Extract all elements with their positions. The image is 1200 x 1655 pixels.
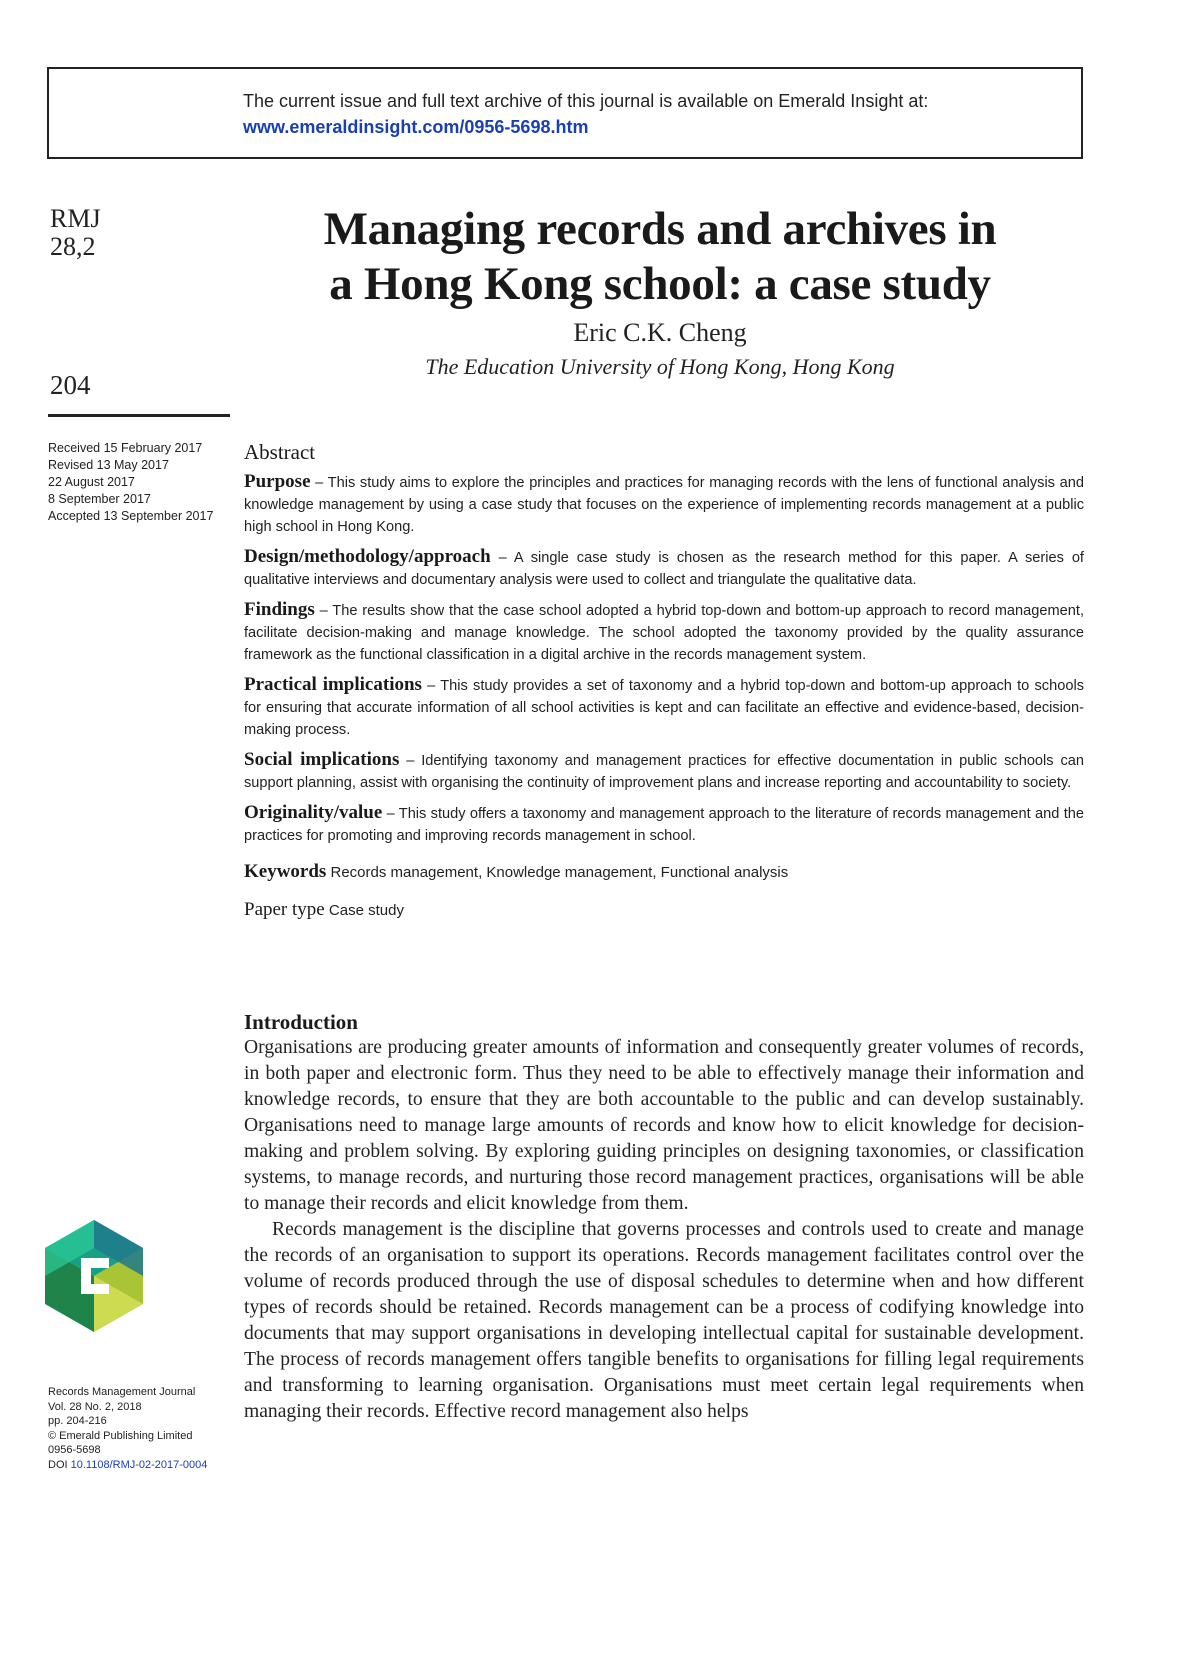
introduction-paragraph-2: Records management is the discipline that governs processes and controls used to create and manage the records of an organisation to support its operations. Records management facilitates control over the volume of records produced through the use of disposal schedules to determine when and how different types of records should be retained. Records management can be a process of codifying knowledge into documents that may support organisations in developing intellectual capital for sustainable development. The process of records management offers tangible benefits to organisations for filling legal requirements and transforming to learning organisation. Organisations must meet certain legal requirements when managing their records. Effective record management also helps xyxy=(244,1219,1084,1422)
abstract-text: – Identifying taxonomy and management practices for effective documentation in public schools can support planning, assist with organising the continuity of improvement plans and increase reporting and accountability to society. xyxy=(244,753,1085,791)
abstract-findings xyxy=(244,599,1084,666)
journal-volume-issue: 28,2 xyxy=(50,232,96,261)
doi-link[interactable]: 10.1108/RMJ-02-2017-0004 xyxy=(70,1458,208,1471)
article-author: Eric C.K. Cheng xyxy=(573,318,747,347)
abstract-design xyxy=(244,546,1084,591)
journal-code xyxy=(50,205,101,261)
abstract-text: – This study aims to explore the principles and practices for managing records with the lens of functional analysis and knowledge management by using a case study that focuses on the experience of implementing records management at a public high school in Hong Kong. xyxy=(244,475,1084,535)
date-revised: Revised 13 May 2017 xyxy=(48,458,169,472)
abstract-originality xyxy=(244,802,1084,847)
paper-type-line xyxy=(244,899,1084,921)
journal-code-abbrev: RMJ xyxy=(50,204,101,233)
abstract-section xyxy=(244,440,1084,921)
citation-journal: Records Management Journal xyxy=(48,1386,196,1398)
abstract-purpose xyxy=(244,471,1084,538)
abstract-social xyxy=(244,749,1084,794)
abstract-label: Practical implications xyxy=(244,674,422,695)
date-received: Received 15 February 2017 xyxy=(48,441,203,455)
citation-block xyxy=(48,1385,238,1472)
article-title-line2: a Hong Kong school: a case study xyxy=(329,258,991,310)
introduction-paragraph-1: Organisations are producing greater amounts of information and consequently greater volumes of records, in both paper and electronic form. Thus they need to be able to effectively manage their information and knowledge records, to ensure that they are both accountable to the public and can develop sustainably. Organisations need to manage large amounts of records and know how to elicit knowledge for decision-making and problem solving. By exploring guiding principles on designing taxonomies, or classification systems, to manage records, and nurturing those record management practices, organisations will be able to manage their records and elicit knowledge from them. xyxy=(244,1037,1084,1214)
keywords-text: Records management, Knowledge management, Functional analysis xyxy=(326,864,789,881)
abstract-practical xyxy=(244,674,1084,741)
doi-label: DOI xyxy=(48,1458,68,1471)
abstract-label: Findings xyxy=(244,599,315,620)
keywords-line xyxy=(244,861,1084,883)
abstract-label: Design/methodology/approach xyxy=(244,546,491,567)
citation-issn: 0956-5698 xyxy=(48,1444,101,1456)
date-accepted: Accepted 13 September 2017 xyxy=(48,509,214,523)
archive-notice-text: The current issue and full text archive of this journal is available on Emerald Insight at: xyxy=(243,91,929,111)
abstract-text: – The results show that the case school adopted a hybrid top-down and bottom-up approach to record management, facilitate decision-making and manage knowledge. The school adopted the taxonomy provided by the quality assurance framework as the functional classification in a digital archive in the records management system. xyxy=(244,603,1084,663)
abstract-heading: Abstract xyxy=(244,440,316,464)
citation-publisher: © Emerald Publishing Limited xyxy=(48,1429,193,1442)
keywords-label: Keywords xyxy=(244,861,327,882)
introduction-section xyxy=(244,1010,1084,1425)
citation-volume: Vol. 28 No. 2, 2018 xyxy=(48,1400,142,1413)
citation-pages: pp. 204-216 xyxy=(48,1415,107,1427)
archive-notice-box xyxy=(47,67,1083,159)
paper-type-label: Paper type xyxy=(244,899,325,920)
journal-url-link[interactable]: www.emeraldinsight.com/0956-5698.htm xyxy=(243,117,589,137)
abstract-text: – A single case study is chosen as the research method for this paper. A series of qualitative interviews and documentary analysis were used to collect and triangulate the qualitative data. xyxy=(244,550,1084,588)
date-revised-2: 22 August 2017 xyxy=(48,475,135,489)
abstract-text: – This study provides a set of taxonomy and a hybrid top-down and bottom-up approach to schools for ensuring that accurate information of all school activities is kept and can facilitate an effective and evidence-based, decision-making process. xyxy=(244,678,1084,738)
author-affiliation: The Education University of Hong Kong, Hong Kong xyxy=(425,354,895,379)
citation-doi-line xyxy=(48,1458,238,1473)
abstract-label: Social implications xyxy=(244,749,400,770)
page-number: 204 xyxy=(50,370,91,400)
article-title-line1: Managing records and archives in xyxy=(323,203,997,255)
paper-type-text: Case study xyxy=(324,902,404,919)
abstract-text: – This study offers a taxonomy and management approach to the literature of records management and the practices for promoting and improving records management in school. xyxy=(244,806,1084,844)
date-revised-3: 8 September 2017 xyxy=(48,492,151,506)
abstract-label: Purpose xyxy=(244,471,311,492)
article-title xyxy=(240,202,1080,312)
sidebar-divider xyxy=(48,414,230,417)
introduction-heading: Introduction xyxy=(244,1010,358,1034)
abstract-label: Originality/value xyxy=(244,802,383,823)
submission-dates xyxy=(48,440,238,525)
crossmark-logo-icon[interactable] xyxy=(45,1220,143,1332)
